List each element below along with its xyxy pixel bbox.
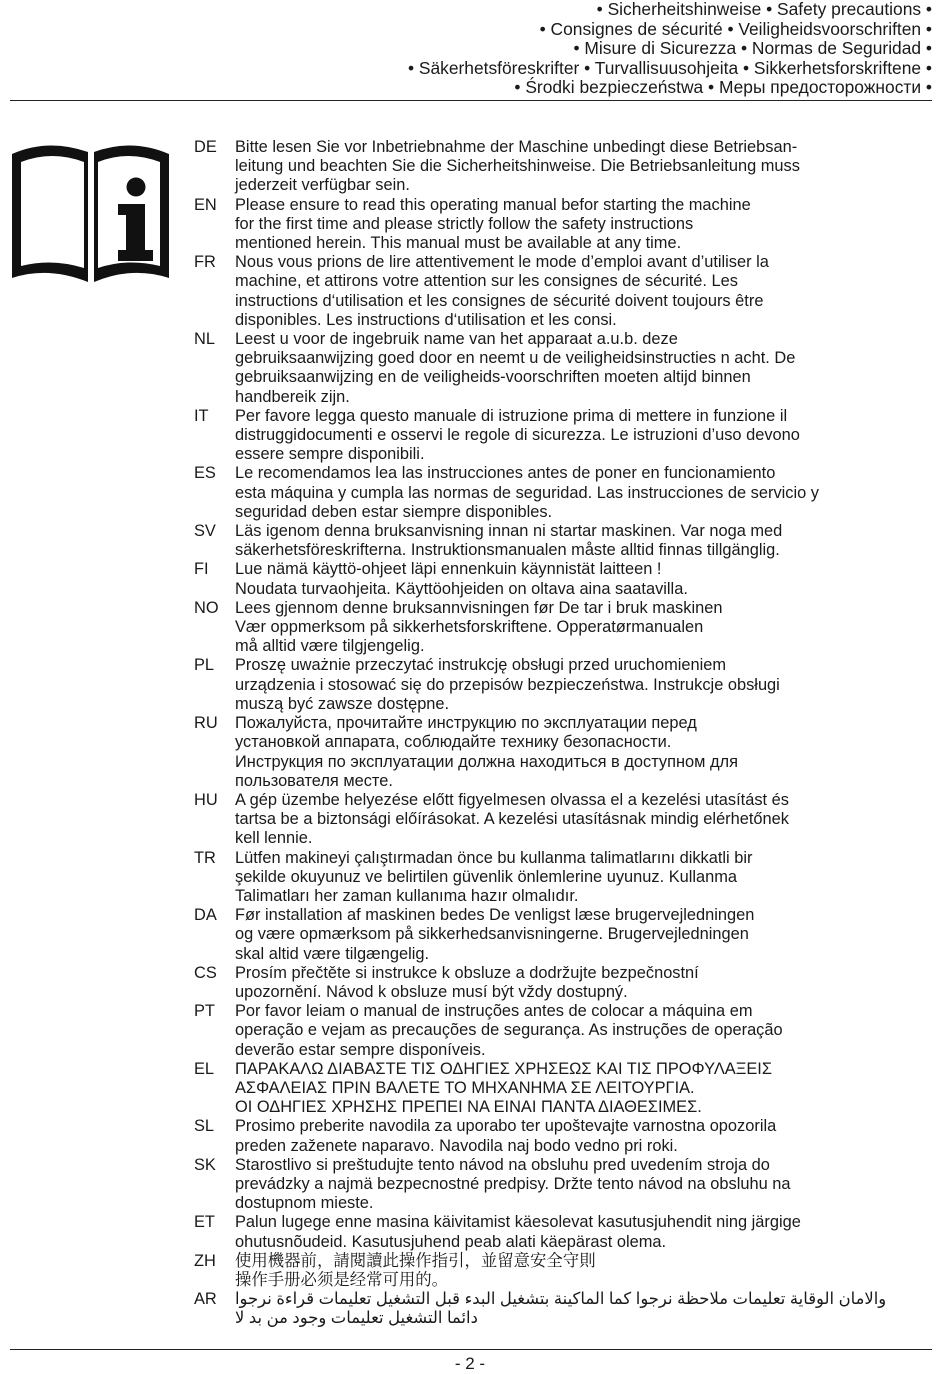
lang-text: Starostlivo si preštudujte tento návod na obsluhu pred uvedením stroja do prevádzky a najmä bezpecnostné predpisy. Držte tento návod na obsluhu na dostupnom mieste.	[235, 1155, 791, 1213]
lang-code: RU	[194, 714, 218, 733]
lang-text: Por favor leiam o manual de instruções antes de colocar a máquina em operação e vejam as precauções de segurança. As instruções de operação deverão estar sempre disponíveis.	[235, 1002, 783, 1059]
lang-code: EL	[194, 1059, 215, 1078]
lang-text: Per favore legga questo manuale di istruzione prima di mettere in funzione il distruggidocumenti e osservi le regole di sicurezza. Le istruzioni d’uso devono essere sempre disponibili.	[235, 406, 800, 464]
lang-code: DE	[194, 138, 217, 156]
language-instructions	[194, 138, 934, 1329]
footer-divider	[10, 1349, 932, 1350]
lang-entry-cs	[194, 964, 934, 1002]
lang-entry-no	[194, 599, 934, 657]
lang-code: SL	[194, 1117, 215, 1136]
lang-entry-nl	[194, 330, 934, 407]
lang-entry-el	[194, 1060, 934, 1118]
lang-text: Пожалуйста, прочитайте инструкцию по эксплуатации перед установкой аппарата, соблюдайте технику безопасности. Инструкция по эксплуатации должна находиться в доступном для пользователя месте.	[235, 714, 738, 790]
lang-text: Før installation af maskinen bedes De venligst læse brugervejledningen og være opmærksom på sikkerhedsanvisningerne. Brugervejledningen skal altid være tilgængelig.	[235, 906, 755, 963]
lang-text: Proszę uważnie przeczytać instrukcję obsługi przed uruchomieniem urządzenia i stosować się do przepisów bezpieczeństwa. Instrukcje obsługi muszą być zawsze dostępne.	[235, 656, 780, 713]
lang-text: Lütfen makineyi çalıştırmadan önce bu kullanma talimatlarını dikkatli bir şekilde okuyunuz ve belirtilen güvenlik önlemlerine uyunuz. Kullanma Talimatları her zaman kullanıma hazır olmalıdır.	[235, 848, 753, 905]
lang-entry-pt	[194, 1002, 934, 1060]
lang-entry-fi	[194, 560, 934, 598]
lang-code: DA	[194, 906, 217, 925]
lang-code: NL	[194, 330, 215, 349]
manual-info-icon	[8, 140, 173, 285]
lang-entry-zh	[194, 1252, 934, 1290]
lang-entry-it	[194, 407, 934, 465]
lang-code: FR	[194, 253, 216, 272]
lang-entry-sl	[194, 1117, 934, 1155]
lang-entry-pl	[194, 656, 934, 714]
header-divider	[10, 100, 932, 101]
page-number: - 2 -	[454, 1354, 486, 1373]
header-line: • Consignes de sécurité • Veiligheidsvoorschriften •	[539, 18, 932, 39]
lang-entry-fr	[194, 253, 934, 330]
lang-entry-en	[194, 196, 934, 254]
lang-code: TR	[194, 848, 216, 867]
header-line: • Säkerhetsföreskrifter • Turvallisuusohjeita • Sikkerhetsforskriftene •	[407, 57, 932, 78]
lang-code: IT	[194, 406, 209, 425]
lang-text: ΠΑΡΑΚΑΛΩ ΔΙΑΒΑΣΤΕ ΤΙΣ ΟΔΗΓΙΕΣ ΧΡΗΣΕΩΣ ΚΑΙ ΤΙΣ ΠΡΟΦΥΛΑΞΕΙΣ ΑΣΦΑΛΕΙΑΣ ΠΡΙΝ ΒΑΛΕΤΕ ΤΟ ΜΗΧΑΝΗΜΑ ΣΕ ΛΕΙΤΟΥΡΓΙΑ. ΟΙ ΟΔΗΓΙΕΣ ΧΡΗΣΗΣ ΠΡΕΠΕΙ ΝΑ ΕΙΝΑΙ ΠΑΝΤΑ ΔΙΑΘΕΣΙΜΕΣ.	[235, 1059, 772, 1117]
lang-text: Palun lugege enne masina käivitamist käesolevat kasutusjuhendit ning järgige ohutusnõudeid. Kasutusjuhend peab alati käepärast olema.	[235, 1213, 801, 1251]
lang-code: AR	[194, 1290, 217, 1309]
lang-code: ZH	[194, 1251, 216, 1270]
lang-code: HU	[194, 790, 218, 809]
lang-code: ET	[194, 1213, 215, 1232]
lang-code: FI	[194, 560, 209, 579]
lang-code: PT	[194, 1002, 215, 1021]
lang-entry-ru	[194, 714, 934, 791]
lang-entry-es	[194, 464, 934, 522]
lang-text: Leest u voor de ingebruik name van het apparaat a.u.b. deze gebruiksaanwijzing goed door en neemt u de veiligheidsinstructies n acht. De gebruiksaanwijzing en de veiligheids-voorschriften moeten altijd binnen handbereik zijn.	[235, 330, 796, 406]
lang-text: 使用機器前，請閱讀此操作指引，並留意安全守則 操作手册必须是经常可用的。	[235, 1251, 596, 1289]
lang-text: Bitte lesen Sie vor Inbetriebnahme der Maschine unbedingt diese Betriebsan- leitung und beachten Sie die Sicherheitshinweise. Die Betriebsanleitung muss jederzeit verfügbar sein.	[235, 138, 800, 195]
lang-entry-tr	[194, 849, 934, 907]
lang-text: Le recomendamos lea las instrucciones antes de poner en funcionamiento esta máquina y cumpla las normas de seguridad. Las instrucciones de servicio y seguridad deben estar siempre disponibles.	[235, 464, 819, 521]
lang-entry-sk	[194, 1156, 934, 1214]
header-line: • Misure di Sicurezza • Normas de Seguridad •	[573, 38, 932, 59]
lang-entry-ar	[194, 1290, 934, 1328]
header-line: • Środki bezpieczeństwa • Меры предосторожности •	[514, 77, 932, 98]
lang-text: A gép üzembe helyezése előtt figyelmesen olvassa el a kezelési utasítást és tartsa be a biztonsági előírásokat. A kezelési utasításnak mindig elérhetőnek kell lennie.	[235, 790, 789, 848]
lang-entry-da	[194, 906, 934, 964]
lang-code: EN	[194, 195, 217, 214]
lang-entry-hu	[194, 791, 934, 849]
lang-text: Nous vous prions de lire attentivement le mode d’emploi avant d’utiliser la machine, et attirons votre attention sur les consignes de sécurité. Les instructions d‘utilisation et les consignes de sécurité doivent toujours être disponibles. Les instructions d‘utilisation et les consi.	[235, 253, 769, 329]
lang-text: Lue nämä käyttö-ohjeet läpi ennenkuin käynnistät laitteen ! Noudata turvaohjeita. Käyttöohjeiden on oltava aina saatavilla.	[235, 560, 688, 598]
lang-code: SK	[194, 1155, 216, 1174]
lang-entry-et	[194, 1213, 934, 1251]
lang-entry-de	[194, 138, 934, 196]
lang-code: CS	[194, 963, 217, 982]
lang-text: Lees gjennom denne bruksannvisningen før De tar i bruk maskinen Vær oppmerksom på sikkerhetsforskriftene. Opperatørmanualen må alltid være tilgjengelig.	[235, 598, 723, 656]
lang-code: SV	[194, 522, 216, 541]
lang-entry-sv	[194, 522, 934, 560]
lang-text: والامان الوقاية تعليمات ملاحظة نرجوا كما الماكينة بتشغيل البدء قبل التشغيل تعليمات قراءة نرجوا دائما التشغيل تعليمات وجود من بد لا	[235, 1290, 887, 1328]
lang-code: NO	[194, 598, 219, 617]
lang-code: PL	[194, 656, 215, 675]
lang-text: Prosimo preberite navodila za uporabo ter upoštevajte varnostna opozorila preden zaženete naparavo. Navodila naj bodo vedno pri roki.	[235, 1117, 777, 1155]
lang-text: Prosím přečtěte si instrukce k obsluze a dodržujte bezpečnostní upozornění. Návod k obsluze musí být vždy dostupný.	[235, 963, 699, 1001]
lang-text: Please ensure to read this operating manual befor starting the machine for the first time and please strictly follow the safety instructions mentioned herein. This manual must be available at any time.	[235, 195, 751, 253]
header-safety-precautions	[32, 0, 932, 98]
header-line: • Sicherheitshinweise • Safety precautions •	[596, 0, 932, 19]
lang-code: ES	[194, 464, 216, 483]
lang-text: Läs igenom denna bruksanvisning innan ni startar maskinen. Var noga med säkerhetsföreskrifterna. Instruktionsmanualen måste alltid finnas tillgänglig.	[235, 522, 783, 560]
